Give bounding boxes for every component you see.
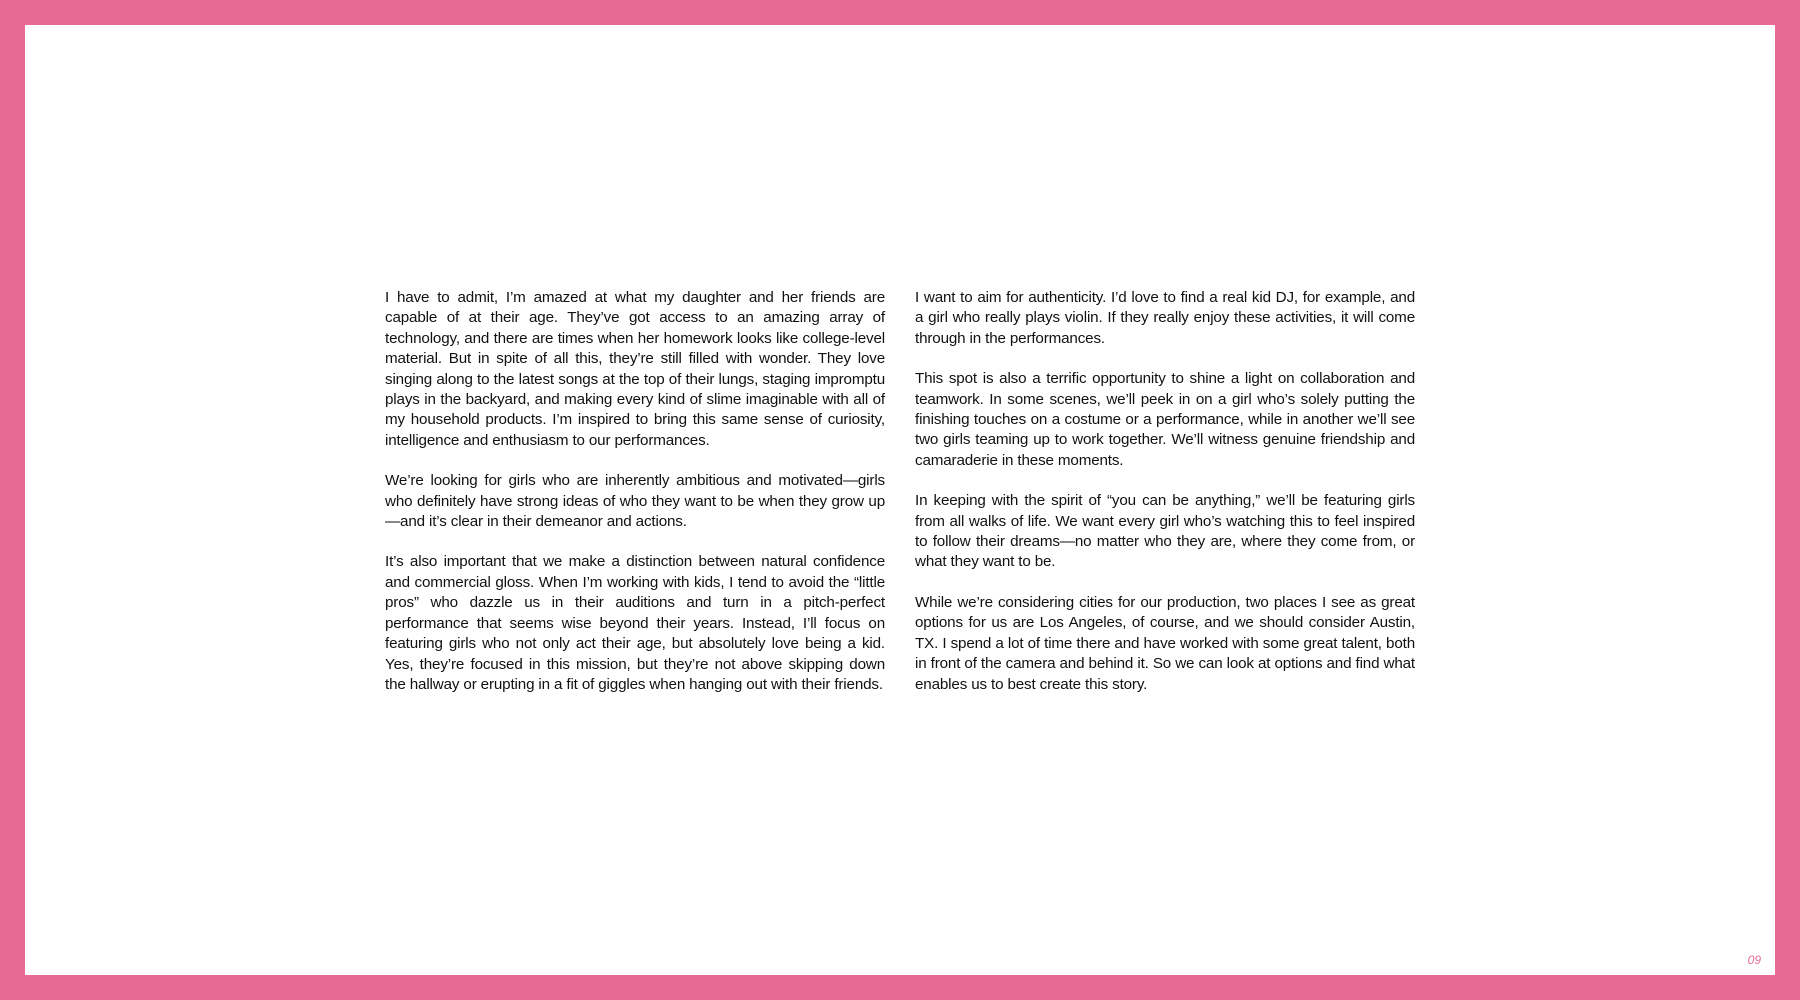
paragraph: In keeping with the spirit of “you can be anything,” we’ll be featuring girls from all walks of life. We want every girl who’s watching this to feel inspired to follow their dreams—no matter who they are, where they come from, or what they want to be. [915,492,1415,571]
paragraph: We’re looking for girls who are inherently ambitious and motivated—girls who definitely have strong ideas of who they want to be when they grow up—and it’s clear in their demeanor and actions. [385,472,885,531]
right-column [915,288,1415,715]
left-column [385,288,885,715]
text-columns [385,288,1415,715]
page-number: 09 [1747,953,1761,967]
paragraph: It’s also important that we make a distinction between natural confidence and commercial gloss. When I’m working with kids, I tend to avoid the “little pros” who dazzle us in their auditions and turn in a pitch-perfect performance that seems wise beyond their years. Instead, I’ll focus on featuring girls who not only act their age, but absolutely love being a kid. Yes, they’re focused in this mission, but they’re not above skipping down the hallway or erupting in a fit of giggles when hanging out with their friends. [385,553,885,693]
paragraph: I have to admit, I’m amazed at what my daughter and her friends are capable of at their age. They’ve got access to an amazing array of technology, and there are times when her homework looks like college-level material. But in spite of all this, they’re still filled with wonder. They love singing along to the latest songs at the top of their lungs, staging impromptu plays in the backyard, and making every kind of slime imaginable with all of my household products. I’m inspired to bring this same sense of curiosity, intelligence and enthusiasm to our performances. [385,289,885,449]
paragraph: I want to aim for authenticity. I’d love to find a real kid DJ, for example, and a girl who really plays violin. If they really enjoy these activities, it will come through in the performances. [915,289,1415,347]
paragraph: While we’re considering cities for our production, two places I see as great options for us are Los Angeles, of course, and we should consider Austin, TX. I spend a lot of time there and have worked with some great talent, both in front of the camera and behind it. So we can look at options and find what enables us to best create this story. [915,593,1415,693]
paragraph: This spot is also a terrific opportunity to shine a light on collaboration and teamwork. In some scenes, we’ll peek in on a girl who’s solely putting the finishing touches on a costume or a performance, while in another we’ll see two girls teaming up to work together. We’ll witness genuine friendship and camaraderie in these moments. [915,370,1415,469]
